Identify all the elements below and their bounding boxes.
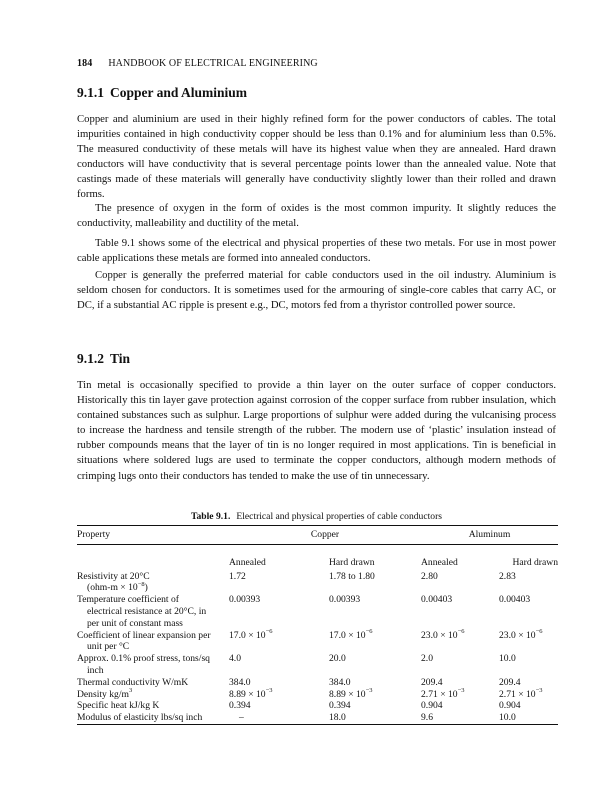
paragraph: Copper is generally the preferred material for cable conductors used in the oil industry. Aluminium is seldom chosen for conductors. It is sometimes used for the armouring of single-core cables that carry AC, or DC, if a substantial AC ripple is present e.g., DC, motors fed from a thyristor controlled power source. xyxy=(77,269,556,312)
property-label-continued: electrical resistance at 20°C, in xyxy=(87,605,207,617)
table-row xyxy=(77,653,558,677)
value-cell: 0.00403 xyxy=(421,594,453,606)
property-cell xyxy=(77,630,229,654)
table-row xyxy=(77,630,558,654)
table-header-row xyxy=(77,526,558,545)
value-cell: 384.0 xyxy=(229,676,251,688)
value-cell: $17.0 \times 10^{-6}$ xyxy=(329,627,373,641)
property-cell xyxy=(77,653,229,677)
value-cell: $8.89 \times 10^{-3}$ xyxy=(229,686,273,700)
property-cell: Density $kg/m^3$ xyxy=(77,686,133,700)
section-title: Copper and Aluminium xyxy=(110,85,248,100)
paragraph: Table 9.1 shows some of the electrical and physical properties of these two metals. For use in most power cable applications these metals are formed into annealed conductors. xyxy=(77,237,556,265)
value-cell: $17.0 \times 10^{-6}$ xyxy=(229,627,273,641)
value-cell: 10.0 xyxy=(499,653,516,665)
properties-table xyxy=(77,525,558,725)
value-cell: 18.0 xyxy=(329,712,346,724)
table-row xyxy=(77,677,558,689)
property-cell: Thermal conductivity W/mK xyxy=(77,676,189,688)
table-caption xyxy=(77,511,556,522)
value-cell: $23.0 \times 10^{-6}$ xyxy=(499,627,543,641)
value-cell: 0.904 xyxy=(421,700,443,712)
value-cell: 384.0 xyxy=(329,676,351,688)
value-cell: 2.0 xyxy=(421,653,433,665)
running-title: HANDBOOK OF ELECTRICAL ENGINEERING xyxy=(108,58,318,69)
property-label-continued: $(ohm-m \times 10^{-8})$ xyxy=(87,580,148,594)
value-cell: $23.0 \times 10^{-6}$ xyxy=(421,627,465,641)
value-cell: 0.00403 xyxy=(499,594,531,606)
property-cell xyxy=(77,571,229,595)
property-cell: Specific heat kJ/kg K xyxy=(77,700,160,712)
table-subheader-row xyxy=(77,544,558,570)
property-label: Approx. 0.1% proof stress, tons/sq xyxy=(77,653,210,665)
property-label-continued: per unit of constant mass xyxy=(87,617,183,629)
section-number: 9.1.1 xyxy=(77,85,104,100)
page-number: 184 xyxy=(77,58,93,69)
property-label-continued: unit per °C xyxy=(87,641,130,653)
paragraph: Copper and aluminium are used in their highly refined form for the power conductors of cables. The total impurities contained in high conductivity copper should be less than 0.1% and for aluminium less than 0.5%. The measured conductivity of these metals will have its highest value when they are annealed. Hard drawn conductors will have conductivity that is several percentage points lower than the annealed value. Note that castings made of these materials will generally have conductivity slightly lower than their rolled and drawn forms. xyxy=(77,113,556,201)
property-cell: Modulus of elasticity lbs/sq inch xyxy=(77,712,203,724)
table-row xyxy=(77,712,558,724)
value-cell: $8.89 \times 10^{-3}$ xyxy=(329,686,373,700)
property-label: Resistivity at 20°C xyxy=(77,570,150,582)
value-cell: $2.71 \times 10^{-3}$ xyxy=(421,686,465,700)
value-cell: – xyxy=(239,712,244,724)
value-cell: 20.0 xyxy=(329,653,346,665)
value-cell: 2.80 xyxy=(421,570,438,582)
paragraph: The presence of oxygen in the form of oxides is the most common impurity. It slightly reduces the conductivity, malleability and ductility of the metal. xyxy=(77,202,556,230)
property-label: Temperature coefficient of xyxy=(77,594,179,606)
value-cell: 209.4 xyxy=(499,676,521,688)
value-cell: 1.72 xyxy=(229,570,246,582)
table-row xyxy=(77,689,558,701)
table-row xyxy=(77,571,558,595)
column-group-copper: Copper xyxy=(310,529,340,540)
value-cell: 0.00393 xyxy=(229,594,261,606)
value-cell: $2.71 \times 10^{-3}$ xyxy=(499,686,543,700)
column-header-aluminum-hard-drawn: Hard drawn xyxy=(512,556,558,568)
column-header-copper-annealed: Annealed xyxy=(229,556,266,568)
column-header-copper-hard-drawn: Hard drawn xyxy=(329,556,375,568)
property-cell xyxy=(77,594,229,629)
paragraph: Tin metal is occasionally specified to provide a thin layer on the outer surface of copper conductors. Historically this tin layer gave protection against corrosion of the copper surface from rubber insulation, which contained substances such as sulphur. Large proportions of sulphur were added during the vulcanising process to increase the hardness and tensile strength of the rubber. The modern use of ‘plastic’ insulation instead of rubber compounds means that the layer of tin is no longer required in most applications. Tin is beneficial in situations where soldered lugs are used to terminate the copper conductors, although modern methods of crimping lugs onto their conductors has tended to make the use of tin unnecessary. xyxy=(77,379,556,482)
value-cell: 0.00393 xyxy=(329,594,361,606)
section-heading-copper-aluminium xyxy=(77,85,247,101)
column-group-aluminum: Aluminum xyxy=(468,529,511,540)
column-header-aluminum-annealed: Annealed xyxy=(421,556,458,568)
table-row xyxy=(77,700,558,712)
section-number: 9.1.2 xyxy=(77,351,104,366)
section-heading-tin xyxy=(77,351,130,367)
column-header-property: Property xyxy=(77,529,111,540)
running-header xyxy=(77,58,318,69)
property-label: Coefficient of linear expansion per xyxy=(77,629,211,641)
value-cell: 0.394 xyxy=(229,700,251,712)
table-caption-text: Electrical and physical properties of cable conductors xyxy=(236,511,443,522)
value-cell: 10.0 xyxy=(499,712,516,724)
value-cell: 2.83 xyxy=(499,570,516,582)
section-title: Tin xyxy=(110,351,131,366)
value-cell: 0.394 xyxy=(329,700,351,712)
value-cell: 209.4 xyxy=(421,676,443,688)
value-cell: 1.78 to 1.80 xyxy=(329,570,375,582)
value-cell: 0.904 xyxy=(499,700,521,712)
table-caption-label: Table 9.1. xyxy=(190,511,231,522)
value-cell: 9.6 xyxy=(421,712,433,724)
property-label-continued: inch xyxy=(87,664,104,676)
value-cell: 4.0 xyxy=(229,653,241,665)
table-row xyxy=(77,594,558,629)
